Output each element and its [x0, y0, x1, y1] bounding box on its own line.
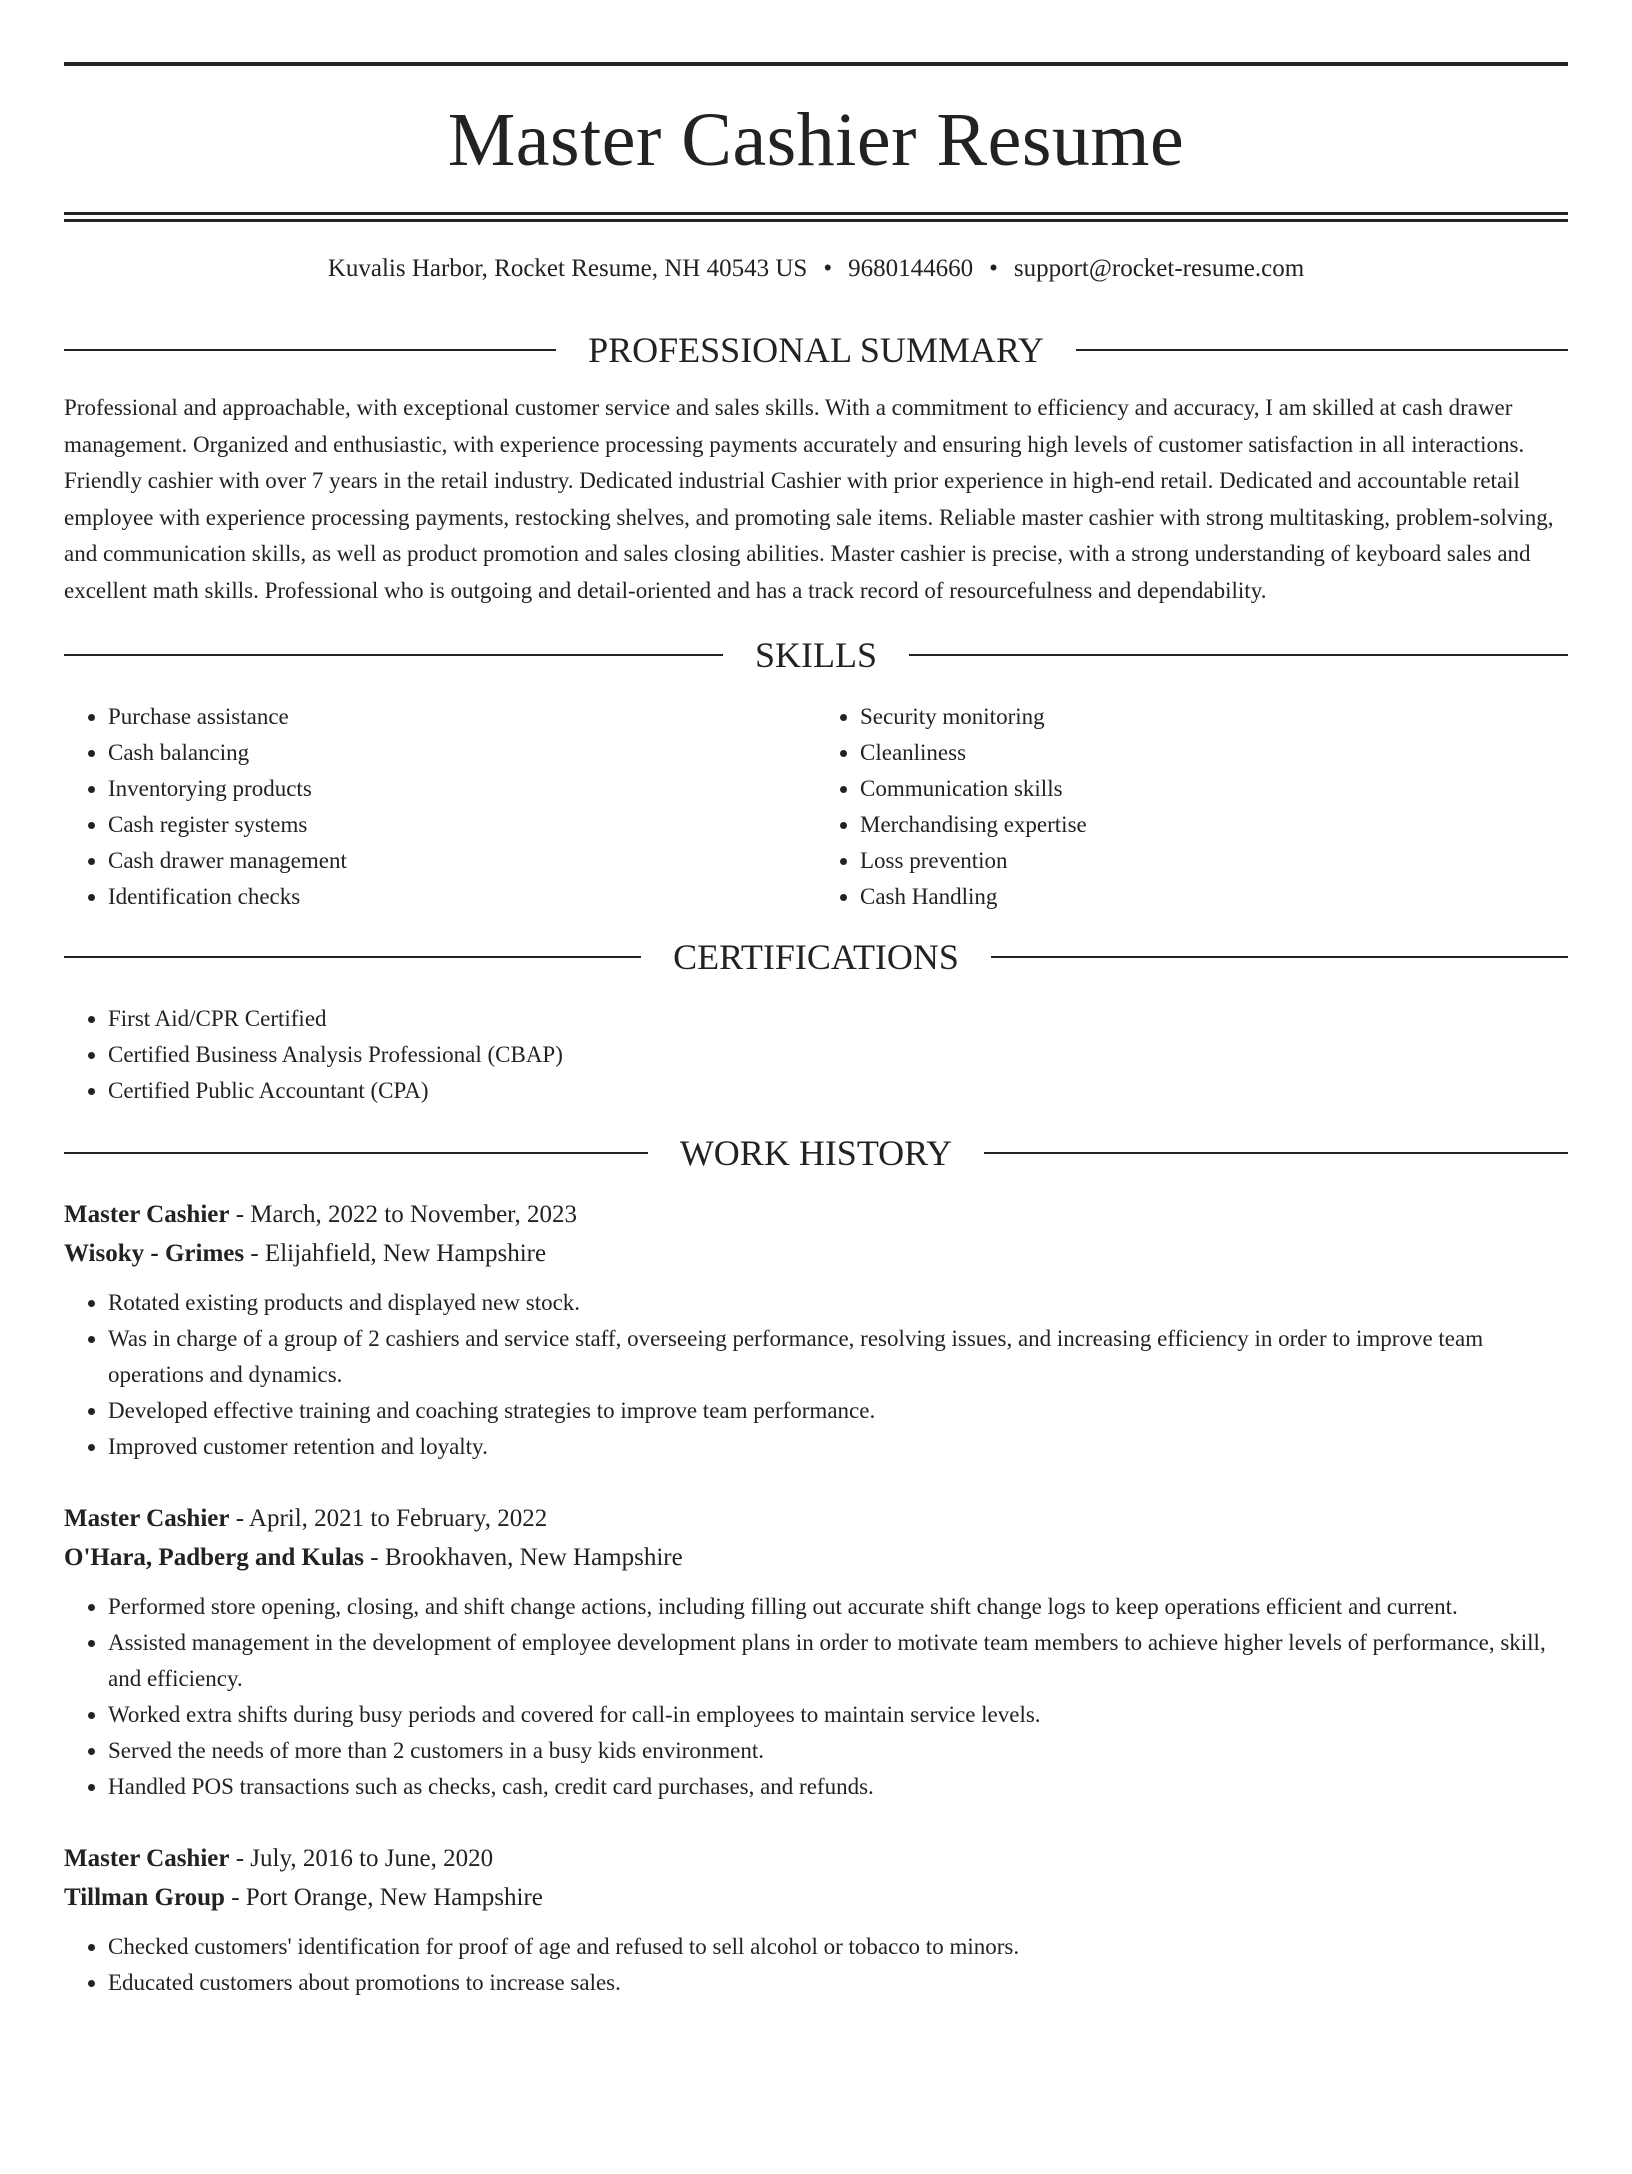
list-item: • Identification checks: [108, 879, 816, 915]
top-rule: [64, 62, 1568, 66]
list-item: • Security monitoring: [860, 699, 1568, 735]
contact-address: Kuvalis Harbor, Rocket Resume, NH 40543 US: [327, 255, 808, 282]
page-title: Master Cashier Resume: [447, 98, 1185, 182]
job-location: - Port Orange, New Hampshire: [224, 1884, 543, 1911]
list-item: • Certified Business Analysis Professional (CBAP): [108, 1037, 1568, 1073]
job-location: - Elijahfield, New Hampshire: [244, 1240, 547, 1267]
job-title-line: [64, 1839, 1568, 1878]
skills-grid: [64, 699, 1568, 915]
list-item: • Loss prevention: [860, 843, 1568, 879]
contact-separator: •: [989, 255, 998, 282]
job-title: Master Cashier: [64, 1845, 230, 1872]
job-dates: - March, 2022 to November, 2023: [229, 1201, 578, 1228]
summary-text: Professional and approachable, with exceptional customer service and sales skills. With a commitment to efficiency and accuracy, I am skilled at cash drawer management. Organized and enthusiastic, with experience processing payments accurately and ensuring high levels of customer satisfaction in all interactions. Friendly cashier with over 7 years in the retail industry. Dedicated industrial Cashier with prior experience in high-end retail. Dedicated and accountable retail employee with experience processing payments, restocking shelves, and promoting sale items. Reliable master cashier with strong multitasking, problem-solving, and communication skills, as well as product promotion and sales closing abilities. Master cashier is precise, with a strong understanding of keyboard sales and excellent math skills. Professional who is outgoing and detail-oriented and has a track record of resourcefulness and dependability.: [64, 395, 1554, 603]
list-item: • Assisted management in the development of employee development plans in order to motivate team members to achieve higher levels of performance, skill, and efficiency.: [108, 1625, 1568, 1697]
job-location: - Brookhaven, New Hampshire: [364, 1544, 683, 1571]
job-title-line: [64, 1195, 1568, 1234]
list-item: • Performed store opening, closing, and shift change actions, including filling out accurate shift change logs to keep operations efficient and current.: [108, 1589, 1568, 1625]
list-item: • Worked extra shifts during busy periods and covered for call-in employees to maintain service levels.: [108, 1697, 1568, 1733]
list-item: • Rotated existing products and displayed new stock.: [108, 1285, 1568, 1321]
section-header-summary: [64, 332, 1568, 368]
section-title-work-history: WORK HISTORY: [679, 1133, 953, 1173]
job-company: Wisoky - Grimes: [64, 1240, 245, 1267]
title-double-rule: [64, 212, 1568, 222]
list-item: • Handled POS transactions such as checks, cash, credit card purchases, and refunds.: [108, 1769, 1568, 1805]
job-title: Master Cashier: [64, 1505, 230, 1532]
job-title-line: [64, 1499, 1568, 1538]
job-title: Master Cashier: [64, 1201, 230, 1228]
job-bullets: [64, 1589, 1568, 1805]
list-item: • Cash Handling: [860, 879, 1568, 915]
section-title-summary: PROFESSIONAL SUMMARY: [588, 330, 1044, 370]
job-company: Tillman Group: [64, 1884, 225, 1911]
list-item: • Communication skills: [860, 771, 1568, 807]
section-header-certifications: [64, 939, 1568, 975]
job-entry: [64, 1499, 1568, 1805]
section-rule-right: [1076, 349, 1568, 351]
list-item: • Developed effective training and coaching strategies to improve team performance.: [108, 1393, 1568, 1429]
job-company: O'Hara, Padberg and Kulas: [64, 1544, 365, 1571]
list-item: • Cash balancing: [108, 735, 816, 771]
job-bullets: [64, 1929, 1568, 2001]
job-company-line: [64, 1234, 1568, 1273]
job-entry: [64, 1195, 1568, 1465]
work-history-list: [64, 1195, 1568, 2001]
skills-list-left: [64, 699, 816, 915]
list-item: • Cash register systems: [108, 807, 816, 843]
list-item: • Educated customers about promotions to increase sales.: [108, 1965, 1568, 2001]
resume-page: [0, 62, 1632, 2174]
list-item: • Cash drawer management: [108, 843, 816, 879]
section-header-work-history: [64, 1135, 1568, 1171]
list-item: • Cleanliness: [860, 735, 1568, 771]
section-rule-left: [64, 349, 556, 351]
contact-phone: 9680144660: [848, 255, 974, 282]
list-item: • First Aid/CPR Certified: [108, 1001, 1568, 1037]
list-item: • Certified Public Accountant (CPA): [108, 1073, 1568, 1109]
contact-separator: •: [823, 255, 833, 282]
job-dates: - April, 2021 to February, 2022: [229, 1505, 548, 1532]
section-rule-left: [64, 1152, 648, 1154]
list-item: • Improved customer retention and loyalty.: [108, 1429, 1568, 1465]
certifications-list: [64, 1001, 1568, 1109]
list-item: • Merchandising expertise: [860, 807, 1568, 843]
list-item: • Was in charge of a group of 2 cashiers and service staff, overseeing performance, resolving issues, and increasing efficiency in order to improve team operations and dynamics.: [108, 1321, 1568, 1393]
section-title-certifications: CERTIFICATIONS: [673, 937, 959, 977]
list-item: • Purchase assistance: [108, 699, 816, 735]
section-rule-right: [991, 956, 1568, 958]
section-rule-right: [984, 1152, 1568, 1154]
section-rule-left: [64, 956, 641, 958]
job-bullets: [64, 1285, 1568, 1465]
skills-list-right: [816, 699, 1568, 915]
section-header-skills: [64, 637, 1568, 673]
list-item: • Inventorying products: [108, 771, 816, 807]
section-rule-right: [909, 654, 1568, 656]
list-item: • Served the needs of more than 2 customers in a busy kids environment.: [108, 1733, 1568, 1769]
contact-line: [64, 256, 1568, 286]
section-title-skills: SKILLS: [755, 635, 878, 675]
job-dates: - July, 2016 to June, 2020: [229, 1845, 494, 1872]
job-company-line: [64, 1538, 1568, 1577]
contact-email: support@rocket-resume.com: [1013, 255, 1305, 282]
job-company-line: [64, 1878, 1568, 1917]
section-rule-left: [64, 654, 723, 656]
list-item: • Checked customers' identification for proof of age and refused to sell alcohol or tobacco to minors.: [108, 1929, 1568, 1965]
job-entry: [64, 1839, 1568, 2001]
